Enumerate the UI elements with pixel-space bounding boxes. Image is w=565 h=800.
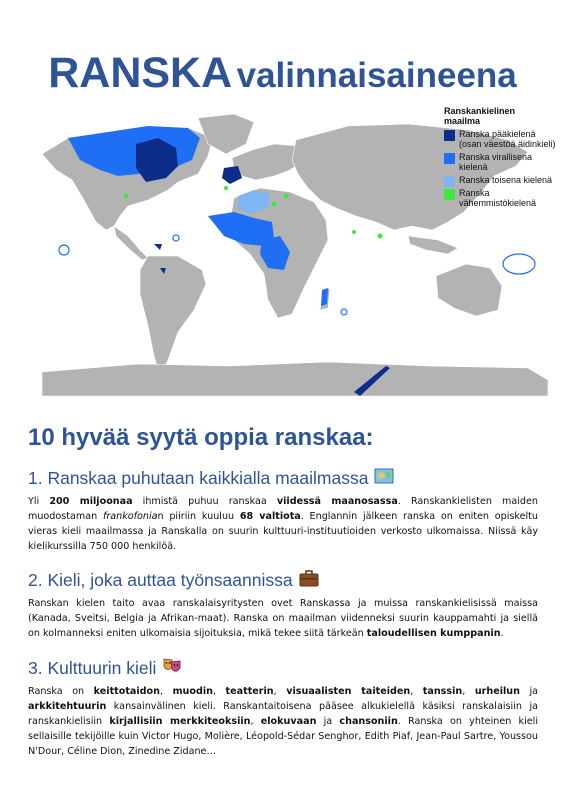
s1-text-a: Yli: [28, 496, 50, 507]
section-1-heading: [28, 466, 538, 494]
legend-label-second-language: Ranska toisena kielenä: [459, 175, 553, 185]
s3-bold-e: tanssin: [422, 686, 463, 697]
legend-swatch-minority-language: [444, 189, 455, 200]
s3-text-j: ja: [316, 716, 340, 727]
page-title: [0, 49, 565, 97]
s3-text-c: ,: [212, 686, 226, 697]
reunion-territory-ring: [341, 309, 347, 315]
s3-text-a: Ranska on: [28, 686, 94, 697]
pondicherry-minority-marker: [352, 230, 356, 234]
map-legend: [444, 106, 556, 211]
s3-text-h: kansainvälinen kieli. Ranskantaitoisena pääsee alkukielellä käsiksi ranskalaisiin ja ranskankielisiin: [28, 701, 538, 727]
s3-text-d: ,: [273, 686, 287, 697]
s1-bold-c: 68 valtiota: [239, 511, 301, 522]
briefcase-icon: [299, 569, 319, 593]
s1-bold-b: viidessä maanosassa: [276, 496, 398, 507]
louisiana-minority-marker: [124, 194, 129, 199]
map-icon: [374, 467, 394, 491]
indonesia-land: [408, 236, 458, 254]
section-reason-2: [28, 568, 538, 641]
section-1-heading-text: 1. Ranskaa puhutaan kaikkialla maailmassa: [28, 468, 369, 488]
polynesia-territory-ring: [503, 254, 535, 274]
s3-bold-g: arkkitehtuurin: [28, 701, 107, 712]
section-3-heading: [28, 656, 538, 684]
section-reason-1: [28, 466, 538, 554]
madagascar-official-region: [321, 288, 328, 306]
s3-text-e: ,: [410, 686, 423, 697]
s3-bold-b: muodin: [172, 686, 213, 697]
antarctica-land: [42, 362, 548, 396]
theater-masks-icon: [162, 657, 182, 681]
legend-title: [444, 106, 556, 126]
legend-label-official-language: Ranska virallisena kielenä: [459, 152, 533, 172]
s1-bold-a: 200 miljoonaa: [49, 496, 133, 507]
s3-bold-f: urheilun: [474, 686, 520, 697]
s3-text-i: ,: [250, 716, 261, 727]
central-america-land: [114, 226, 148, 260]
legend-item-official-language: [444, 152, 556, 172]
s1-text-e: . Englannin jälkeen ranska on eniten opiskeltu vieras kieli maailmassa ja Ranskalla on suurin kulttuuri-instituutioiden verkosto ulkomaissa. Niissä käy kielikurssilla 750 000 henkilöä.: [28, 511, 538, 552]
andorra-minority-marker: [224, 186, 228, 190]
s3-bold-h: kirjallisiin merkkiteoksiin: [109, 716, 251, 727]
west-indies-territory-ring: [173, 235, 179, 241]
legend-title-line-1: Ranskankielinen: [444, 106, 516, 116]
s3-text-f: ,: [462, 686, 475, 697]
s2-text-a: Ranskan kielen taito avaa ranskalaisyritysten ovet Ranskassa ja muissa ranskankielisissä maissa (Kanada, Sveitsi, Belgia ja Afrikan-maat). Ranska on maailman viidenneksi suurin kauppamahti ja siellä on kolmanneksi eniten ulkomaisia sijoituksia, mikä tekee siitä tärkeän: [28, 598, 538, 639]
title-main-word: RANSKA: [48, 49, 233, 97]
s3-bold-j: chansoniin: [339, 716, 398, 727]
main-heading: 10 hyvää syytä oppia ranskaa:: [28, 424, 374, 451]
section-reason-3: [28, 656, 538, 759]
s3-text-g: ja: [519, 686, 539, 697]
section-3-heading-text: 3. Kulttuurin kieli: [28, 658, 157, 678]
section-2-text: [28, 596, 538, 641]
section-2-heading: [28, 568, 538, 596]
s3-text-b: ,: [159, 686, 173, 697]
section-1-text: [28, 494, 538, 554]
legend-label-minority-language: Ranska vähemmistökielenä: [459, 188, 537, 208]
indochina-minority-marker: [378, 234, 383, 239]
s3-bold-d: visuaalisten taiteiden: [286, 686, 411, 697]
s3-bold-c: teatterin: [225, 686, 274, 697]
s1-text-c: . Ranskankielisten maiden muodostaman: [28, 496, 538, 522]
lebanon-minority-marker: [284, 194, 289, 199]
pacific-territory-ring: [59, 245, 69, 255]
legend-item-second-language: [444, 175, 556, 185]
s3-bold-i: elokuvaan: [260, 716, 317, 727]
legend-title-line-2: maailma: [444, 116, 481, 126]
s1-text-b: ihmistä puhuu ranskaa: [132, 496, 277, 507]
legend-swatch-official-language: [444, 153, 455, 164]
legend-swatch-second-language: [444, 176, 455, 187]
s1-italic-a: frankofonia: [102, 511, 158, 522]
s3-bold-a: keittotaidon: [93, 686, 160, 697]
s1-text-d: n piiriin kuuluu: [157, 511, 240, 522]
legend-label-main-language: Ranska pääkielenä (osan väestöä äidinkieli): [459, 129, 556, 149]
section-2-heading-text: 2. Kieli, joka auttaa työnsaannissa: [28, 570, 293, 590]
s2-text-b: .: [500, 628, 504, 639]
legend-swatch-main-language: [444, 130, 455, 141]
s2-bold-a: taloudellisen kumppanin: [366, 628, 501, 639]
south-america-land: [140, 256, 206, 376]
title-subword: valinnaisaineena: [236, 56, 517, 95]
egypt-minority-marker: [272, 202, 277, 207]
section-3-text: [28, 684, 538, 759]
legend-item-main-language: [444, 129, 556, 149]
legend-item-minority-language: [444, 188, 556, 208]
haiti-official-region: [154, 244, 162, 250]
s3-text-k: . Ranska on yhteinen kieli sellaisille tekijöille kuin Victor Hugo, Molière, Léopold-Sédar Senghor, Edith Piaf, Jean-Paul Sartre, Youssou N'Dour, Céline Dion, Zinedine Zidane…: [28, 716, 538, 757]
australia-land: [436, 264, 502, 316]
